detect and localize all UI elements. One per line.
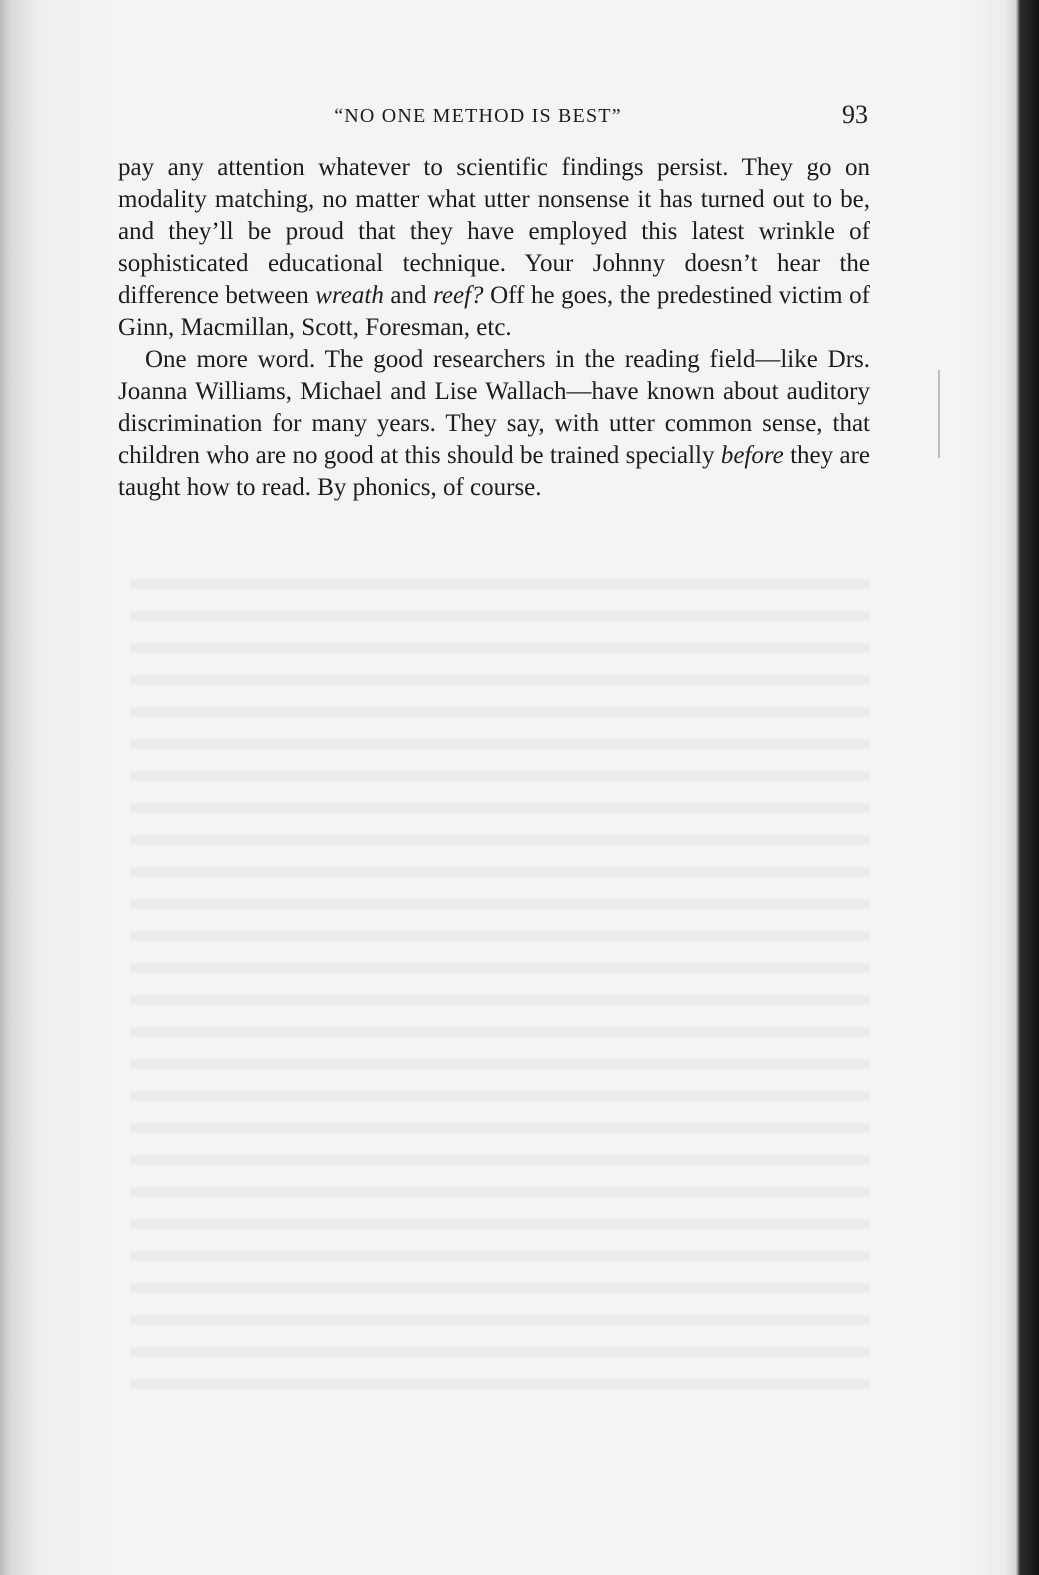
show-through-texture <box>130 565 870 1405</box>
running-head <box>118 100 870 136</box>
paragraph-1 <box>118 152 870 344</box>
paragraph-1-text-c: Off he goes, the predestined victim of Ginn, Macmillan, Scott, Foresman, etc. <box>118 282 870 341</box>
running-title: “NO ONE METHOD IS BEST” <box>334 105 622 127</box>
paragraph-1-text-a: pay any attention whatever to scientific findings persist. They go on modality matching, no matter what utter nonsense it has turned out to be, and they’ll be proud that they have employed this latest wrinkle of sophisticated educational technique. Your Johnny doesn’t hear the difference between <box>118 154 870 309</box>
italic-word-before: before <box>720 442 784 469</box>
paragraph-1-text-b: and <box>383 282 434 309</box>
paragraph-2 <box>118 344 870 504</box>
page-number: 93 <box>842 100 868 129</box>
paragraph-2-text-a: One more word. The good researchers in the reading field—like Drs. Joanna Williams, Michael and Lise Wallach—have known about auditory discrimination for many years. They say, with utter common sense, that children who are no good at this should be trained specially <box>118 346 870 469</box>
italic-word-reef: reef? <box>433 282 484 309</box>
margin-mark <box>938 370 940 458</box>
italic-word-wreath: wreath <box>315 282 384 309</box>
paragraph-2-text-b: they are taught how to read. By phonics, of course. <box>118 442 871 501</box>
body-text <box>118 152 870 504</box>
